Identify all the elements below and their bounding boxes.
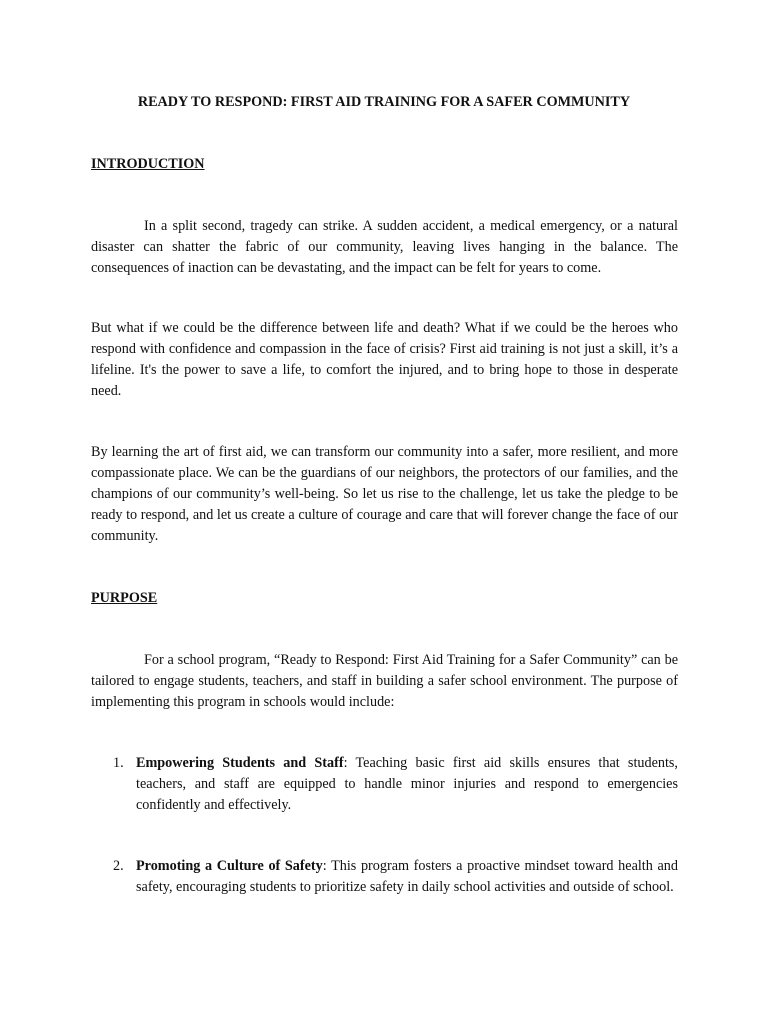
document-title: READY TO RESPOND: FIRST AID TRAINING FOR A SAFER COMMUNITY bbox=[137, 94, 631, 110]
introduction-paragraph-1: In a split second, tragedy can strike. A sudden accident, a medical emergency, or a natural disaster can shatter the fabric of our community, leaving lives hanging in the balance. The consequences of inaction can be devastating, and the impact can be felt for years to come. bbox=[91, 218, 678, 276]
list-item-text bbox=[136, 753, 678, 816]
list-item-text bbox=[136, 856, 678, 898]
list-item-term: Promoting a Culture of Safety bbox=[136, 858, 323, 874]
list-item-description: : This program fosters a proactive mindset toward health and safety, encouraging students to prioritize safety in daily school activities and outside of school. bbox=[136, 858, 678, 895]
list-item-term: Empowering Students and Staff bbox=[136, 755, 344, 771]
introduction-heading: INTRODUCTION bbox=[91, 156, 205, 172]
purpose-list-item bbox=[91, 753, 678, 816]
introduction-paragraph-3: By learning the art of first aid, we can transform our community into a safer, more resilient, and more compassionate place. We can be the guardians of our neighbors, the protectors of our families, and the champions of our community’s well-being. So let us rise to the challenge, let us take the pledge to be ready to respond, and let us create a culture of courage and care that will forever change the face of our community. bbox=[91, 444, 678, 544]
introduction-paragraph-2: But what if we could be the difference between life and death? What if we could be the heroes who respond with confidence and compassion in the face of crisis? First aid training is not just a skill, it’s a lifeline. It's the power to save a life, to comfort the injured, and to bring hope to those in desperate need. bbox=[91, 320, 678, 399]
list-item-description: : Teaching basic first aid skills ensures that students, teachers, and staff are equipped to handle minor injuries and respond to emergencies confidently and effectively. bbox=[136, 755, 678, 813]
purpose-paragraph: For a school program, “Ready to Respond: First Aid Training for a Safer Community” can be tailored to engage students, teachers, and staff in building a safer school environment. The purpose of implementing this program in schools would include: bbox=[91, 652, 678, 710]
list-item-number: 2. bbox=[113, 858, 124, 874]
purpose-heading: PURPOSE bbox=[91, 590, 158, 606]
list-item-number: 1. bbox=[113, 755, 124, 771]
purpose-list-item bbox=[91, 856, 678, 898]
